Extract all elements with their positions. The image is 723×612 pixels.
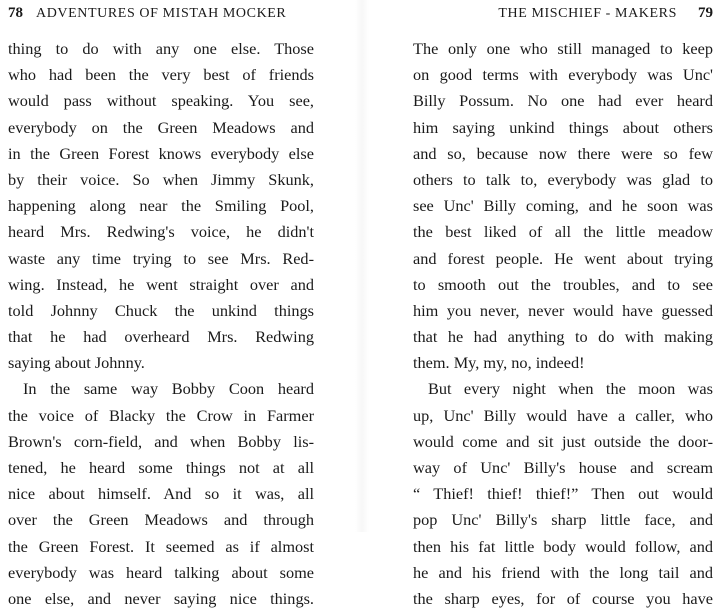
text-line: that he had overheard Mrs. Redwing <box>8 327 314 347</box>
text-line: others to talk to, everybody was glad to <box>413 169 713 189</box>
left-page <box>8 0 314 608</box>
text-line: the best liked of all the little meadow <box>413 222 713 242</box>
text-line: would come and sit just outside the door- <box>413 431 713 451</box>
text-line: to smooth out the troubles, and to see <box>413 274 713 294</box>
text-line: up, Unc' Billy would have a caller, who <box>413 405 713 425</box>
text-line: nice about himself. And so it was, all <box>8 484 314 504</box>
text-line: the sharp eyes, for of course you have <box>413 588 713 608</box>
text-line: The only one who still managed to keep <box>413 39 713 58</box>
text-line: waste any time trying to see Mrs. Red- <box>8 248 314 268</box>
text-line: in the Green Forest knows everybody else <box>8 143 314 163</box>
right-page-header <box>413 5 713 25</box>
text-line: him saying unkind things about others <box>413 117 713 137</box>
text-line: he and his friend with the long tail and <box>413 562 713 582</box>
right-page-number: 79 <box>698 5 713 21</box>
text-line: thing to do with any one else. Those <box>8 39 314 58</box>
text-line: and forest people. He went about trying <box>413 248 713 268</box>
text-line: them. My, my, no, indeed! <box>413 353 585 373</box>
book-gutter <box>355 0 369 532</box>
right-page <box>413 0 713 608</box>
text-line: would pass without speaking. You see, <box>8 91 314 111</box>
text-line: Billy Possum. No one had ever heard <box>413 91 713 111</box>
text-line: But every night when the moon was <box>428 379 713 399</box>
left-running-head: ADVENTURES OF MISTAH MOCKER <box>36 6 287 21</box>
text-line: pop Unc' Billy's sharp little face, and <box>413 510 713 530</box>
text-line: told Johnny Chuck the unkind things <box>8 300 314 320</box>
text-line: him you never, never would have guessed <box>413 300 713 320</box>
text-line: wing. Instead, he went straight over and <box>8 274 314 294</box>
text-line: way of Unc' Billy's house and scream <box>413 458 713 477</box>
right-running-head: THE MISCHIEF - MAKERS <box>498 6 677 21</box>
text-line: on good terms with everybody was Unc' <box>413 65 713 85</box>
left-page-text <box>8 36 314 612</box>
text-line: over the Green Meadows and through <box>8 510 314 530</box>
text-line: In the same way Bobby Coon heard <box>23 379 314 399</box>
text-line: saying about Johnny. <box>8 353 145 373</box>
left-page-number: 78 <box>8 5 23 21</box>
text-line: the voice of Blacky the Crow in Farmer <box>8 405 314 425</box>
text-line: tened, he heard some things not at all <box>8 458 314 477</box>
text-line: one else, and never saying nice things. <box>8 588 314 608</box>
text-line: that he had anything to do with making <box>413 327 713 347</box>
text-line: by their voice. So when Jimmy Skunk, <box>8 169 314 189</box>
text-line: everybody was heard talking about some <box>8 562 314 582</box>
text-line: who had been the very best of friends <box>8 65 314 85</box>
text-line: heard Mrs. Redwing's voice, he didn't <box>8 222 314 242</box>
text-line: “ Thief! thief! thief!” Then out would <box>413 484 713 504</box>
text-line: everybody on the Green Meadows and <box>8 117 314 137</box>
text-line: happening along near the Smiling Pool, <box>8 196 314 216</box>
text-line: then his fat little body would follow, and <box>413 536 713 556</box>
text-line: see Unc' Billy coming, and he soon was <box>413 196 713 216</box>
text-line: Brown's corn-field, and when Bobby lis- <box>8 431 314 451</box>
text-line: the Green Forest. It seemed as if almost <box>8 536 314 556</box>
text-line: and so, because now there were so few <box>413 143 713 163</box>
left-page-header <box>8 5 314 25</box>
right-page-text <box>413 36 713 612</box>
